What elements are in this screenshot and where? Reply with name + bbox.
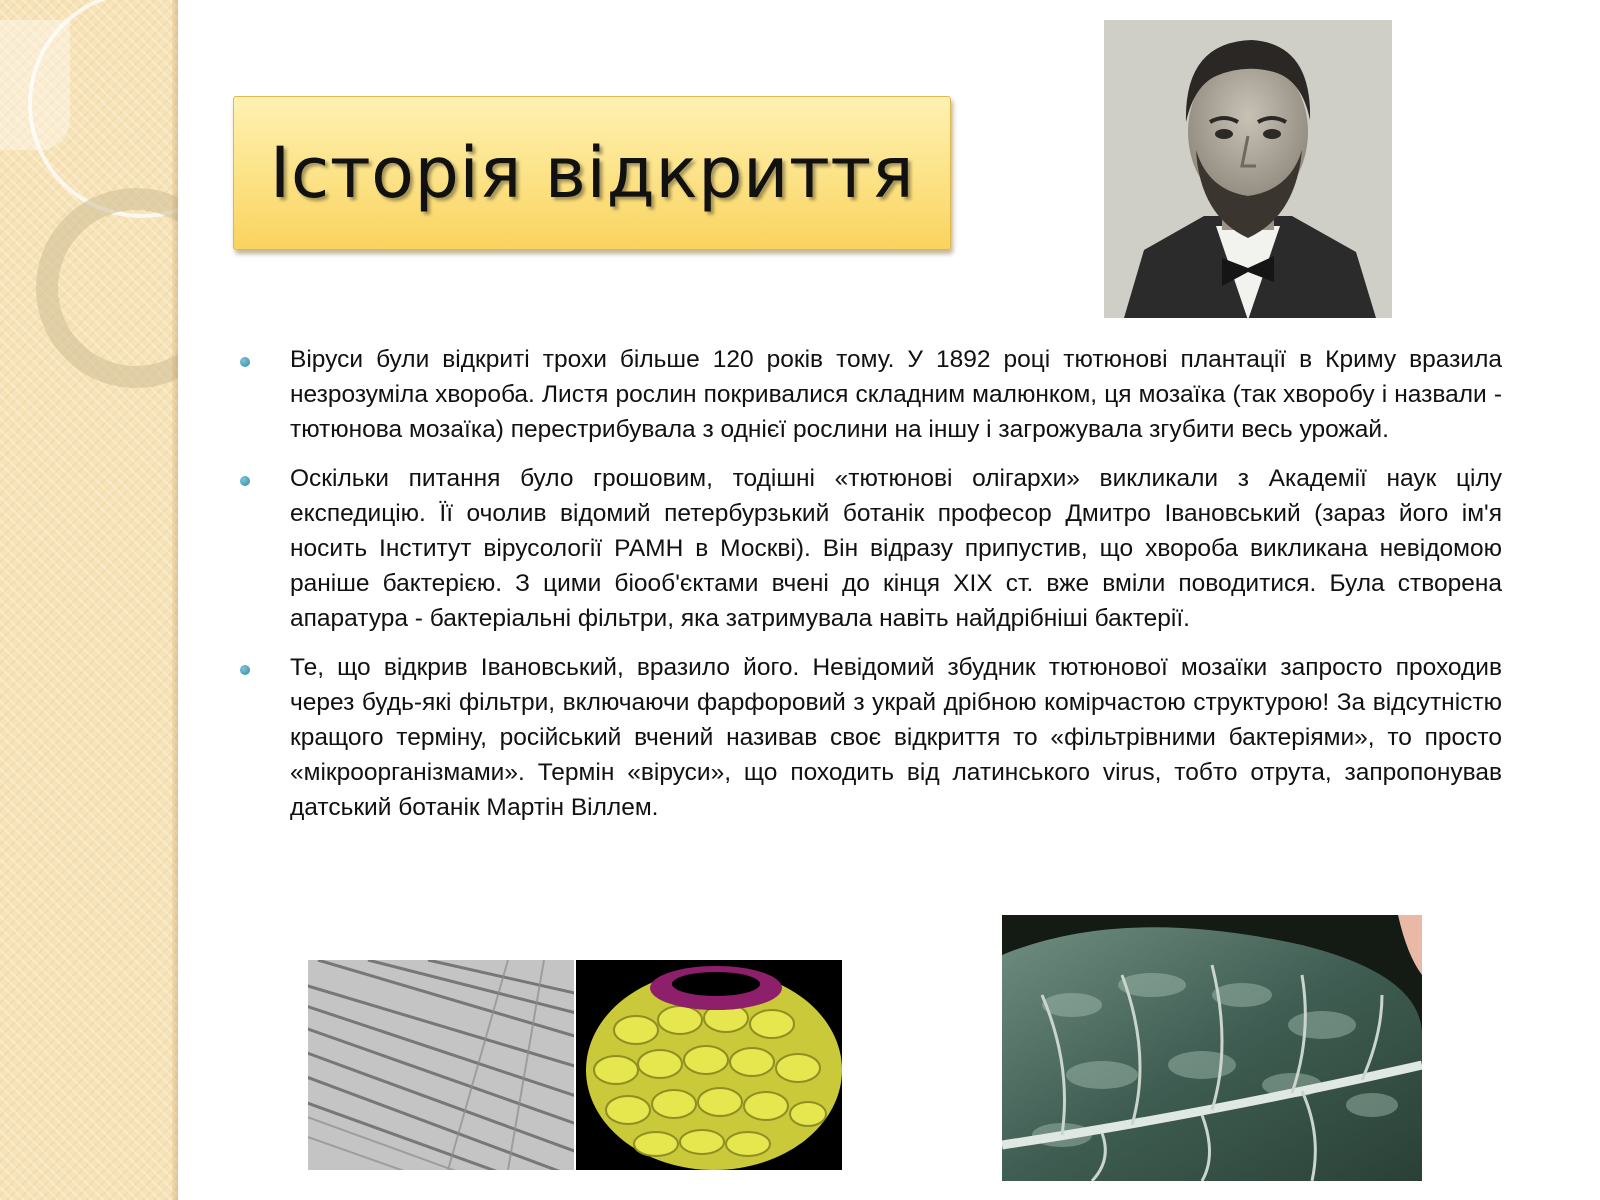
bullet-text: Оскільки питання було грошовим, тодішні «тютюнові олігархи» викликали з Академії наук цілу експедицію. Її очолив відомий петербурзький ботанік професор Дмитро Івановський (зараз його ім'я носить Інститут вірусології РАМН в Москві). Він відразу припустив, що хвороба викликана невідомою раніше бактерією. З цими біооб'єктами вчені до кінця XIX ст. вже вміли поводитися. Була створена апаратура - бактеріальні фільтри, яка затримувала навіть найдрібніші бактерії. — [290, 465, 1502, 632]
bullet-list — [238, 342, 1502, 839]
title-box — [233, 96, 951, 250]
decorative-ring — [36, 188, 178, 388]
virus-model-illustration — [576, 960, 842, 1170]
bullet-text: Те, що відкрив Івановський, вразило його. Невідомий збудник тютюнової мозаїки запросто проходив через будь-які фільтри, включаючи фарфоровий з украй дрібною комірчастою структурою! За відсутністю кращого терміну, російський вчений називав своє відкриття то «фільтрівними бактеріями», то просто «мікроорганізмами». Термін «віруси», що походить від латинського virus, тобто отрута, запропонував датський ботанік Мартін Віллем. — [290, 654, 1502, 821]
list-item — [238, 461, 1502, 636]
virus-model-image — [576, 960, 842, 1170]
bullet-icon — [240, 665, 250, 675]
bullet-text: Віруси були відкриті трохи більше 120 років тому. У 1892 році тютюнові плантації в Криму вразила незрозуміла хвороба. Листя рослин покривалися складним малюнком, ця мозаїка (так хворобу і назвали - тютюнова мозаїка) перестрибувала з однієї рослини на іншу і загрожувала згубити весь урожай. — [290, 346, 1502, 443]
decorative-side-panel — [0, 0, 178, 1200]
side-panel-shadow — [172, 0, 178, 1200]
list-item — [238, 650, 1502, 825]
bullet-icon — [240, 476, 250, 486]
portrait-photo — [1104, 20, 1392, 318]
list-item — [238, 342, 1502, 447]
micrograph-illustration — [308, 960, 574, 1170]
leaf-illustration — [1002, 915, 1422, 1181]
bullet-icon — [240, 357, 250, 367]
slide-title: Історія відкриття — [269, 132, 915, 214]
portrait-illustration — [1104, 20, 1392, 318]
tobacco-leaf-image — [1002, 915, 1422, 1181]
virus-micrograph-image — [308, 960, 574, 1170]
